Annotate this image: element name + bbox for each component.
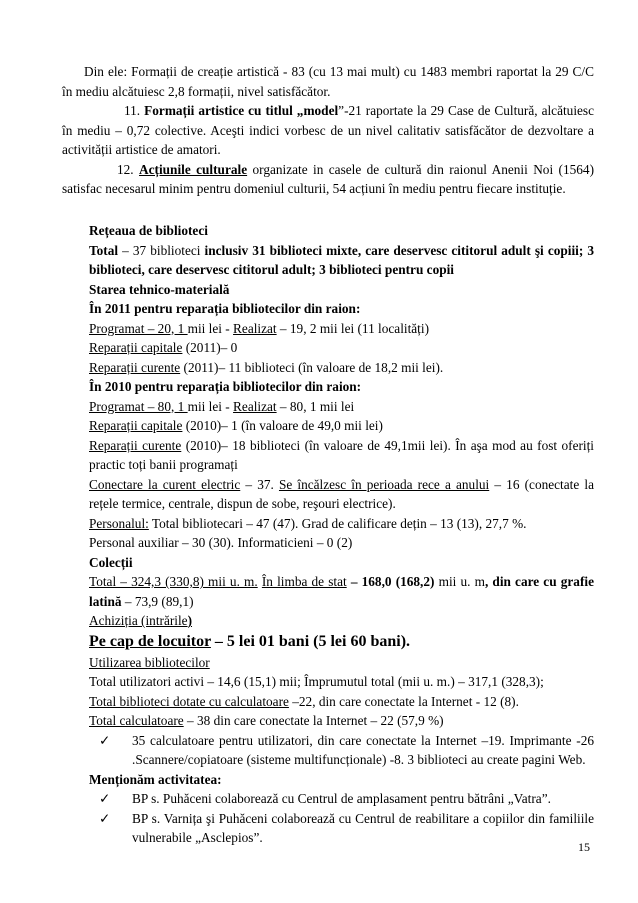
pe-cap-de-locuitor: Pe cap de locuitor – 5 lei 01 bani (5 lei 60 bani). bbox=[89, 632, 411, 650]
heading-mentionam: Menționăm activitatea: bbox=[89, 771, 222, 787]
check-icon: ✓ bbox=[99, 791, 111, 806]
libraries-section bbox=[89, 221, 594, 848]
heading-colectii: Colecții bbox=[89, 554, 133, 570]
check-icon: ✓ bbox=[99, 810, 111, 826]
biblioteci-calculatoare: Total biblioteci dotate cu calculatoare –22, din care conectate la Internet - 12 (8). bbox=[89, 693, 519, 709]
heading-retea: Rețeaua de biblioteci bbox=[89, 223, 208, 238]
utilizatori-activi: Total utilizatori activi – 14,6 (15,1) mii; Împrumutul total (mii u. m.) – 317,1 (328,3); bbox=[89, 674, 544, 689]
programat-2010: Programat – 80, 1 mii lei - Realizat – 80, 1 mii lei bbox=[89, 398, 355, 414]
reparatii-capitale-2010: Reparații capitale (2010)– 1 (în valoare de 49,0 mii lei) bbox=[89, 418, 383, 433]
paragraph-formatii: Din ele: Formații de creație artistică - 83 (cu 13 mai mult) cu 1483 membri raportat la 29 C/C în mediu alcătuiesc 2,8 formații, nivel satisfăcător. bbox=[62, 64, 594, 99]
achizitia: Achiziția (intrările) bbox=[89, 613, 193, 628]
page-number: 15 bbox=[578, 840, 590, 854]
programat-2011: Programat – 20, 1 mii lei - Realizat – 19, 2 mii lei (11 localități) bbox=[89, 320, 429, 336]
reparatii-capitale-2011: Reparații capitale (2011)– 0 bbox=[89, 340, 238, 355]
paragraph-11: 11. Formații artistice cu titlul „model”-21 raportate la 29 Case de Cultură, alcătuiesc în mediu – 0,72 colective. Aceşti indici vorbesc de un nivel calitativ satisfăcător de dezvoltare a activității artistice de amatori. bbox=[62, 103, 595, 157]
paragraph-12: 12. Acțiunile culturale organizate in casele de cultură din raionul Anenii Noi (1564) satisfac necesarul minim pentru domeniul culturii, 54 acțiuni în mediu pentru fiecare instituție. bbox=[62, 161, 595, 196]
total-calculatoare: Total calculatoare – 38 din care conectate la Internet – 22 (57,9 %) bbox=[89, 713, 444, 728]
conectare-curent: Conectare la curent electric – 37. Se încălzesc în perioada rece a anului – 16 (conectate la rețele termice, centrale, dispun de sobe, reşouri electrice). bbox=[89, 476, 594, 511]
personal-auxiliar: Personal auxiliar – 30 (30). Informaticieni – 0 (2) bbox=[89, 535, 353, 550]
reparatii-curente-2011: Reparații curente (2011)– 11 biblioteci (în valoare de 18,2 mii lei). bbox=[89, 359, 444, 375]
check-item-calculatoare: ✓ 35 calculatoare pentru utilizatori, din care conectate la Internet –19. Imprimante -26 .Scannere/copiatoare (sisteme multifuncționale) -8. 3 biblioteci au create pagini Web. bbox=[99, 732, 594, 767]
intro-section bbox=[62, 62, 594, 199]
total-libraries: Total – 37 biblioteci inclusiv 31 biblioteci mixte, care deservesc cititorul adult şi copiii; 3 biblioteci, care deservesc cititorul adult; 3 biblioteci pentru copii bbox=[89, 242, 594, 277]
heading-starea: Starea tehnico-materială bbox=[89, 281, 230, 297]
check-icon: ✓ bbox=[99, 732, 111, 748]
colectii-total: Total – 324,3 (330,8) mii u. m. În limba de stat – 168,0 (168,2) mii u. m, din care cu grafie latină – 73,9 (89,1) bbox=[89, 574, 594, 609]
heading-utilizarea: Utilizarea bibliotecilor bbox=[89, 654, 210, 670]
heading-2011: În 2011 pentru reparația bibliotecilor din raion: bbox=[89, 301, 361, 316]
check-item-asclepios: ✓ BP s. Varnița şi Puhăceni colaborează cu Centrul de reabilitare a copiilor din familiile vulnerabile „Asclepios”. bbox=[99, 810, 594, 845]
reparatii-curente-2010: Reparații curente (2010)– 18 biblioteci (în valoare de 49,1mii lei). În aşa mod au fost oferiți practic toți banii programați bbox=[89, 437, 595, 472]
heading-2010: În 2010 pentru reparația bibliotecilor din raion: bbox=[89, 379, 362, 394]
check-item-vatra: ✓ BP s. Puhăceni colaborează cu Centrul de amplasament pentru bătrâni „Vatra”. bbox=[89, 789, 594, 809]
personalul: Personalul: Total bibliotecari – 47 (47). Grad de calificare dețin – 13 (13), 27,7 %. bbox=[89, 515, 527, 531]
